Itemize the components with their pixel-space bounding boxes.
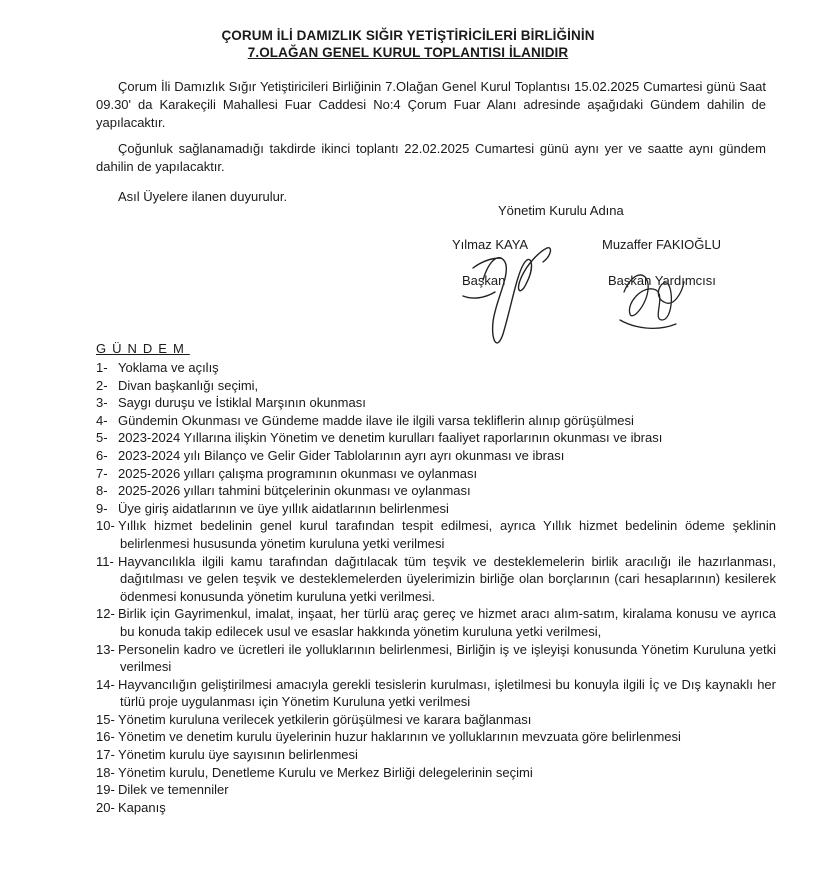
handwritten-signature-2	[612, 262, 692, 342]
agenda-item	[96, 447, 776, 465]
agenda-item-number: 12-	[96, 606, 115, 622]
agenda-item-number: 9-	[96, 500, 108, 516]
agenda-item	[96, 781, 776, 799]
agenda-title: GÜNDEM	[96, 341, 190, 356]
handwritten-signature-1	[455, 222, 565, 362]
agenda-item	[96, 641, 776, 676]
agenda-list	[96, 359, 776, 816]
agenda-item-text: 2023-2024 yılı Bilanço ve Gelir Gider Tablolarının ayrı ayrı okunması ve ibrası	[118, 447, 565, 463]
agenda-item-text: Gündemin Okunması ve Gündeme madde ilave ile ilgili varsa tekliflerin alınıp görüşülmesi	[118, 412, 634, 428]
agenda-item-text: Dilek ve temenniler	[118, 782, 229, 798]
agenda-item-number: 14-	[96, 676, 115, 692]
agenda-item-text: Hayvancılığın geliştirilmesi amacıyla gerekli tesislerin kurulması, işletilmesi bu konuyla ilgili İç ve Dış kaynaklı her türlü proje uygulanması için Yönetim Kuruluna yetki verilmesi	[118, 676, 776, 710]
agenda-item	[96, 412, 776, 430]
notice-line: Asıl Üyelere ilanen duyurulur.	[118, 189, 288, 204]
agenda-item-number: 10-	[96, 518, 115, 534]
agenda-item	[96, 553, 776, 606]
agenda-item	[96, 517, 776, 552]
agenda-item-text: 2023-2024 Yıllarına ilişkin Yönetim ve denetim kurulları faaliyet raporlarının okunması ve ibrası	[118, 430, 663, 446]
agenda-item	[96, 377, 776, 395]
agenda-item	[96, 711, 776, 729]
agenda-item-text: Kapanış	[118, 799, 166, 815]
paragraph-text: Çorum İli Damızlık Sığır Yetiştiricileri Birliğinin 7.Olağan Genel Kurul Toplantısı 15.02.2025 Cumartesi günü Saat 09.30' da Karakeçili Mahallesi Fuar Caddesi No:4 Çorum Fuar Alanı adresinde aşağıdaki Gündem dahilin de yapılacaktır.	[96, 79, 766, 130]
agenda-item-number: 5-	[96, 430, 108, 446]
agenda-item	[96, 728, 776, 746]
signer-role-2: Başkan Yardımcısı	[608, 273, 716, 288]
agenda-item-number: 7-	[96, 465, 108, 481]
agenda-item-number: 3-	[96, 395, 108, 411]
agenda-item-text: Hayvancılıkla ilgili kamu tarafından dağıtılacak tüm teşvik ve desteklemelerin birlik aracılığı ile hazırlanması, dağıtılması ve gelen teşvik ve desteklemelerden üyelerimizin birliğe olan borçlarının (cari hesaplarının) kesilerek ödenmesi konusunda yönetim kuruluna yetki verilmesi.	[118, 553, 776, 604]
agenda-item	[96, 429, 776, 447]
agenda-item-text: Birlik için Gayrimenkul, imalat, inşaat, her türlü araç gereç ve hizmet aracı alım-satım, kiralama konusu ve ayrıca bu konuda takip edilecek usul ve esaslar hakkında yönetim kuruluna yetki verilmesi,	[118, 606, 776, 639]
agenda-item-text: 2025-2026 yılları tahmini bütçelerinin okunması ve oylanması	[118, 483, 471, 499]
agenda-item-text: Saygı duruşu ve İstiklal Marşının okunması	[118, 395, 366, 411]
agenda-item-text: 2025-2026 yılları çalışma programının okunması ve oylanması	[118, 465, 478, 481]
agenda-item	[96, 500, 776, 518]
paragraph-text: Çoğunluk sağlanamadığı takdirde ikinci toplantı 22.02.2025 Cumartesi günü aynı yer ve saatte aynı gündem dahilin de yapılacaktır.	[96, 141, 766, 174]
agenda-item-number: 8-	[96, 483, 108, 499]
agenda-item	[96, 676, 776, 711]
agenda-item-number: 16-	[96, 729, 115, 745]
signer-name-2: Muzaffer FAKIOĞLU	[602, 237, 721, 252]
document-subtitle: 7.OLAĞAN GENEL KURUL TOPLANTISI İLANIDIR	[247, 45, 569, 60]
agenda-item-number: 6-	[96, 447, 108, 463]
agenda-item-number: 17-	[96, 747, 115, 763]
agenda-item-text: Yönetim ve denetim kurulu üyelerinin huzur haklarının ve yolluklarının mevzuata göre belirlenmesi	[118, 729, 681, 745]
document-title: ÇORUM İLİ DAMIZLIK SIĞIR YETİŞTİRİCİLERİ BİRLİĞİNİN	[221, 28, 595, 43]
agenda-item	[96, 482, 776, 500]
agenda-item-number: 20-	[96, 799, 115, 815]
agenda-item-text: Yönetim kuruluna verilecek yetkilerin görüşülmesi ve karara bağlanması	[118, 711, 532, 727]
agenda-item	[96, 605, 776, 640]
agenda-item-number: 4-	[96, 412, 108, 428]
agenda-item-number: 13-	[96, 641, 115, 657]
agenda-item-text: Yönetim kurulu, Denetleme Kurulu ve Merkez Birliği delegelerinin seçimi	[118, 764, 533, 780]
agenda-item-number: 15-	[96, 711, 115, 727]
agenda-item-number: 2-	[96, 377, 108, 393]
agenda-item	[96, 799, 776, 817]
agenda-item	[96, 764, 776, 782]
agenda-item-number: 19-	[96, 782, 115, 798]
agenda-item	[96, 359, 776, 377]
agenda-item-number: 11-	[96, 553, 114, 569]
agenda-item	[96, 746, 776, 764]
agenda-item-number: 1-	[96, 360, 108, 375]
signature-heading: Yönetim Kurulu Adına	[498, 203, 624, 218]
agenda-item-text: Üye giriş aidatlarının ve üye yıllık aidatlarının belirlenmesi	[118, 500, 449, 516]
agenda-item-number: 18-	[96, 764, 115, 780]
meeting-announcement-paragraph	[96, 78, 766, 132]
agenda-item-text: Personelin kadro ve ücretleri ile yolluklarının belirlenmesi, Birliğin iş ve işleyişi konusunda Yönetim Kuruluna yetki verilmesi	[118, 641, 776, 675]
signer-name-1: Yılmaz KAYA	[452, 237, 529, 252]
agenda-item	[96, 394, 776, 412]
second-meeting-paragraph	[96, 140, 766, 176]
agenda-item-text: Yoklama ve açılış	[118, 360, 219, 375]
agenda-item-text: Divan başkanlığı seçimi,	[118, 377, 259, 393]
agenda-item-text: Yönetim kurulu üye sayısının belirlenmesi	[118, 747, 358, 763]
signer-role-1: Başkan	[462, 273, 506, 288]
agenda-item	[96, 465, 776, 483]
agenda-item-text: Yıllık hizmet bedelinin genel kurul tarafından tespit edilmesi, ayrıca Yıllık hizmet bedelinin ödeme şeklinin belirlenmesi hususunda yönetim kuruluna yetki verilmesi	[118, 518, 776, 551]
